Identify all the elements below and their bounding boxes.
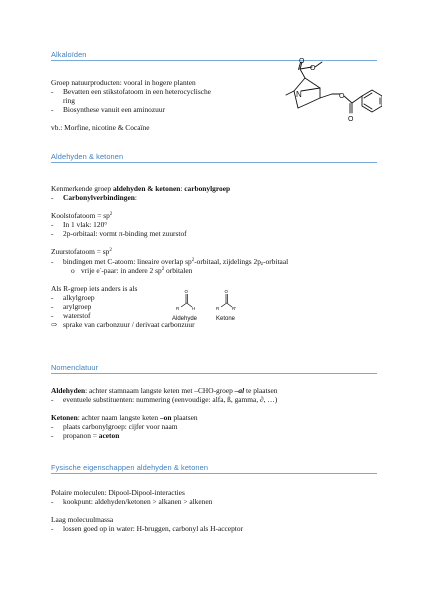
ketonen-rule: Ketonen: achter naam langste keten –on plaatsen: [51, 413, 198, 423]
list-subitem: o vrije e--paar: in andere 2 $sp^2$ orbitalen: [71, 265, 193, 275]
koolstofatoom: Koolstofatoom = $sp^2$: [51, 211, 113, 221]
aldehyden-rule: Aldehyden: achter stamnaam langste keten met –CHO-groep –al te plaatsen: [51, 386, 278, 395]
section-nomenclatuur: [51, 363, 377, 440]
svg-text:R': R': [232, 306, 237, 311]
molecuulmassa: Laag molecuulmassa: [51, 515, 114, 525]
svg-text:R: R: [216, 306, 220, 311]
list-item: - alkylgroep: [51, 292, 95, 302]
zuurstofatoom: Zuurstofatoom = $sp^2$: [51, 247, 112, 257]
aldehyde-label: Aldehyde: [172, 316, 198, 322]
list-item: - eventuele substituenten: nummering (eenvoudige: alfa, ß, gamma, ∂, …): [51, 395, 278, 405]
svg-text:H: H: [192, 306, 196, 311]
cocaine-structure-image: [262, 58, 382, 130]
svg-text:O: O: [310, 65, 316, 72]
alkaloiden-examples: vb.: Morfine, nicotine & Cocaïne: [51, 123, 150, 133]
list-item: - Carbonylverbindingen:: [51, 193, 137, 203]
section-fysische: [51, 463, 377, 533]
list-item: - waterstof: [51, 311, 91, 321]
list-item: - Biosynthese vanuit een aminozuur: [51, 105, 166, 115]
ketone-label: Ketone: [216, 316, 236, 322]
list-item: - Bevatten een stikstofatoom in een heterocyclische: [51, 87, 211, 97]
svg-text:O: O: [299, 58, 305, 65]
section-heading: Fysische eigenschappen aldehyden & ketonen: [51, 463, 377, 474]
alkaloiden-intro: Groep natuurproducten: vooral in hogere planten: [51, 78, 196, 87]
section-heading: Aldehyden & ketonen: [51, 152, 377, 163]
list-item: - propanon = aceton: [51, 431, 120, 441]
list-item: - plaats carbonylgroep: cijfer voor naam: [51, 422, 178, 432]
list-item: - In 1 vlak: 120°: [51, 220, 108, 230]
svg-text:O: O: [348, 116, 354, 123]
aldehyde-ketone-structures: [172, 289, 256, 325]
list-item: - arylgroep: [51, 301, 92, 311]
polaire-moleculen: Polaire moleculen: Dipool-Dipool-interacties: [51, 488, 185, 497]
r-groep-intro: Als R-groep iets anders is als: [51, 283, 138, 293]
nitrogen-label: N: [296, 90, 302, 99]
svg-text:O: O: [339, 93, 345, 100]
kenmerkende-groep: Kenmerkende groep aldehyden & ketonen: carbonylgroep: [51, 184, 231, 193]
list-item: - kookpunt: aldehyden/ketonen > alkanen > alkenen: [51, 497, 213, 507]
list-item: - 2p-orbitaal: vormt π-binding met zuurstof: [51, 229, 187, 239]
list-item: - bindingen met C-atoom: lineaire overlap $sp^2$-orbitaal, zijdelings $2p_z$-orbitaal: [51, 256, 289, 267]
svg-text:R: R: [176, 306, 180, 311]
list-item: - lossen goed op in water: H-bruggen, carbonyl als H-acceptor: [51, 524, 243, 534]
list-item: ring: [63, 96, 75, 106]
svg-text:O: O: [184, 289, 189, 294]
section-heading: Alkaloïden: [51, 50, 377, 61]
section-heading: Nomenclatuur: [51, 363, 377, 374]
r-groep-conclusion: ⇨ sprake van carbonzuur / derivaat carbonzuur: [51, 320, 195, 330]
svg-text:O: O: [224, 289, 229, 294]
